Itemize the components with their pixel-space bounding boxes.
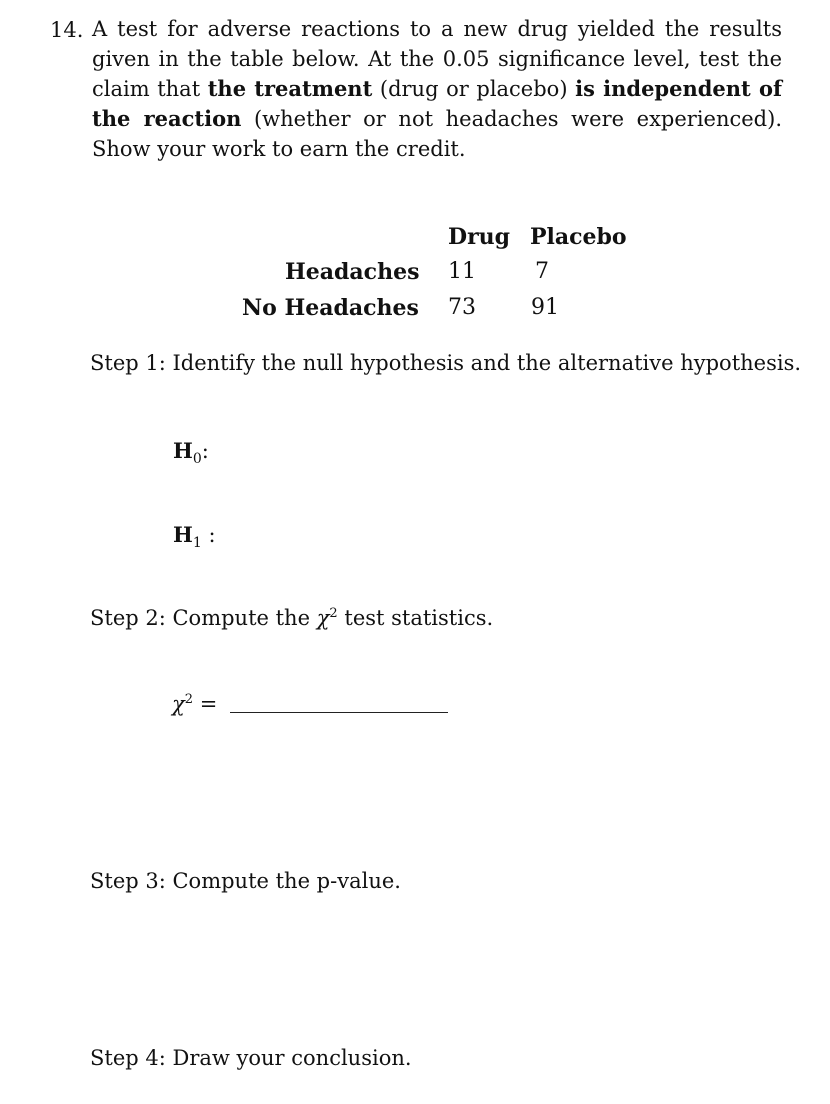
chi-symbol: χ <box>316 606 330 630</box>
cell-no-headaches-drug: 73 <box>448 295 476 320</box>
alternative-hypothesis-label <box>173 522 216 551</box>
problem-text-part: (whether or not headaches were experienced). Show your work to earn the credit. <box>92 107 782 161</box>
row-label-no-headaches: No Headaches <box>242 295 419 321</box>
problem-text-bold: is independent of the reaction <box>92 76 783 131</box>
step-4-instruction: Step 4: Draw your conclusion. <box>90 1046 412 1070</box>
step-2-text-end: test statistics. <box>337 606 494 630</box>
h0-subscript: 0 <box>192 451 202 468</box>
chi-square-answer-label <box>172 692 217 716</box>
step-1-instruction: Step 1: Identify the null hypothesis and the alternative hypothesis. <box>90 351 802 375</box>
h1-colon: : <box>201 523 216 547</box>
col-header-drug: Drug <box>448 224 511 250</box>
problem-text-part: A test for adverse reactions to a new drug yielded the results given in the table below. At the 0.05 significance level, test the claim that <box>92 17 782 101</box>
chi-answer-symbol: χ <box>172 692 185 716</box>
chi-answer-equals: = <box>193 692 218 716</box>
problem-statement <box>92 14 782 164</box>
problem-text-part: (drug or placebo) <box>372 77 576 101</box>
h1-subscript: 1 <box>192 535 202 552</box>
h0-letter: H <box>173 438 193 463</box>
problem-text-bold: the treatment <box>207 76 373 101</box>
step-2-instruction <box>90 606 493 630</box>
chi-answer-superscript: 2 <box>184 692 194 707</box>
cell-headaches-drug: 11 <box>448 259 476 284</box>
null-hypothesis-label <box>173 438 209 467</box>
problem-number: 14. <box>50 18 84 42</box>
cell-headaches-placebo: 7 <box>535 259 549 284</box>
chi-superscript: 2 <box>329 606 338 621</box>
cell-no-headaches-placebo: 91 <box>531 295 559 320</box>
h1-letter: H <box>173 522 193 547</box>
step-3-instruction: Step 3: Compute the p-value. <box>90 869 401 893</box>
h0-colon: : <box>201 439 209 463</box>
chi-square-answer-line[interactable] <box>230 712 448 713</box>
row-label-headaches: Headaches <box>285 259 420 285</box>
col-header-placebo: Placebo <box>530 224 627 250</box>
step-2-text: Step 2: Compute the <box>90 606 317 630</box>
